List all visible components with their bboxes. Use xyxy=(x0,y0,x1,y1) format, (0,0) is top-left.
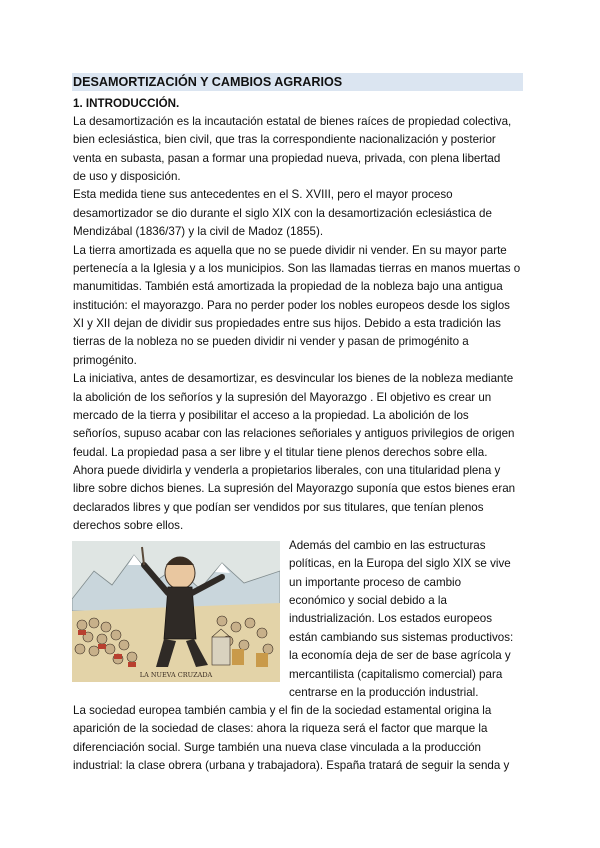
text-line: económico y social debido a la xyxy=(289,594,447,608)
text-line: políticas, en la Europa del siglo XIX se vive xyxy=(289,557,511,571)
text-line: Esta medida tiene sus antecedentes en el S. XVIII, pero el mayor proceso xyxy=(73,188,453,202)
caricature-drawing xyxy=(72,541,280,682)
text-line: la economía deja de ser de base agrícola y xyxy=(289,649,511,663)
text-line: están cambiando sus sistemas productivos: xyxy=(289,630,514,644)
text-line: industrial: la clase obrera (urbana y trabajadora). España tratará de seguir la senda y xyxy=(73,759,510,773)
text-line: derechos sobre ellos. xyxy=(73,519,184,533)
text-line: Ahora puede dividirla y venderla a propietarios liberales, con una titularidad plena y xyxy=(73,464,501,478)
text-line: industrialización. Los estados europeos xyxy=(289,612,493,626)
text-line: venta en subasta, pasan a formar una propiedad nueva, privada, con plena libertad xyxy=(73,151,501,165)
text-line: institución: el mayorazgo. Para no perder poder los nobles europeos desde los siglos xyxy=(73,298,510,312)
text-line: La desamortización es la incautación estatal de bienes raíces de propiedad colectiva, xyxy=(73,115,512,128)
section-heading: 1. INTRODUCCIÓN. xyxy=(73,97,180,110)
caricature-illustration xyxy=(72,541,280,682)
text-line: libre sobre dichos bienes. La supresión del Mayorazgo suponía que estos bienes eran xyxy=(73,482,516,496)
text-line: mercantilista (capitalismo comercial) para xyxy=(289,667,503,681)
illustration-caption: LA NUEVA CRUZADA xyxy=(139,671,213,679)
text-line: de uso y disposición. xyxy=(73,170,181,184)
text-line: pertenecía a la Iglesia y a los municipios. Son las llamadas tierras en manos muertas o xyxy=(73,261,521,275)
text-line: primogénito. xyxy=(73,353,137,367)
text-line: bien eclesiástica, bien civil, que tras la correspondiente nacionalización y posterior xyxy=(73,133,496,147)
text-line: centrarse en la producción industrial. xyxy=(289,685,479,699)
text-line: Además del cambio en las estructuras xyxy=(289,539,486,552)
text-line: manumitidas. También está amortizada la propiedad de la nobleza bajo una antigua xyxy=(73,280,503,294)
text-line: feudal. La propiedad pasa a ser libre y el titular tiene plenos derechos sobre ella. xyxy=(73,445,488,459)
text-line: diferenciación social. Surge también una nueva clase vinculada a la producción xyxy=(73,740,481,754)
text-line: La tierra amortizada es aquella que no se puede dividir ni vender. En su mayor parte xyxy=(73,243,507,257)
text-line: La sociedad europea también cambia y el fin de la sociedad estamental origina la xyxy=(73,704,492,717)
text-line: mercado de la tierra y posibilitar el acceso a la propiedad. La abolición de los xyxy=(73,408,469,422)
text-line: la abolición de los señoríos y la supresión del Mayorazgo . El objetivo es crear un xyxy=(73,390,492,404)
document-title: DESAMORTIZACIÓN Y CAMBIOS AGRARIOS xyxy=(73,75,343,89)
text-line: La iniciativa, antes de desamortizar, es desvincular los bienes de la nobleza mediante xyxy=(73,372,514,386)
text-line: declarados libres y que podían ser vendidos por sus titulares, que tenían plenos xyxy=(73,500,484,514)
text-line: tierras de la nobleza no se pueden dividir ni vender y pasan de primogénito a xyxy=(73,335,469,349)
text-line: Mendizábal (1836/37) y la civil de Madoz (1855). xyxy=(73,225,324,239)
text-line: XI y XII dejan de dividir sus propiedades entre sus hijos. Debido a esta tradición las xyxy=(73,317,501,331)
text-line: aparición de la sociedad de clases: ahora la riqueza será el factor que marque la xyxy=(73,722,488,736)
text-line: un importante proceso de cambio xyxy=(289,575,462,589)
text-line: desamortizador se dio durante el siglo XIX con la desamortización eclesiástica de xyxy=(73,206,492,220)
text-line: señoríos, supuso acabar con las relaciones señoriales y antiguos privilegios de origen xyxy=(73,427,515,441)
